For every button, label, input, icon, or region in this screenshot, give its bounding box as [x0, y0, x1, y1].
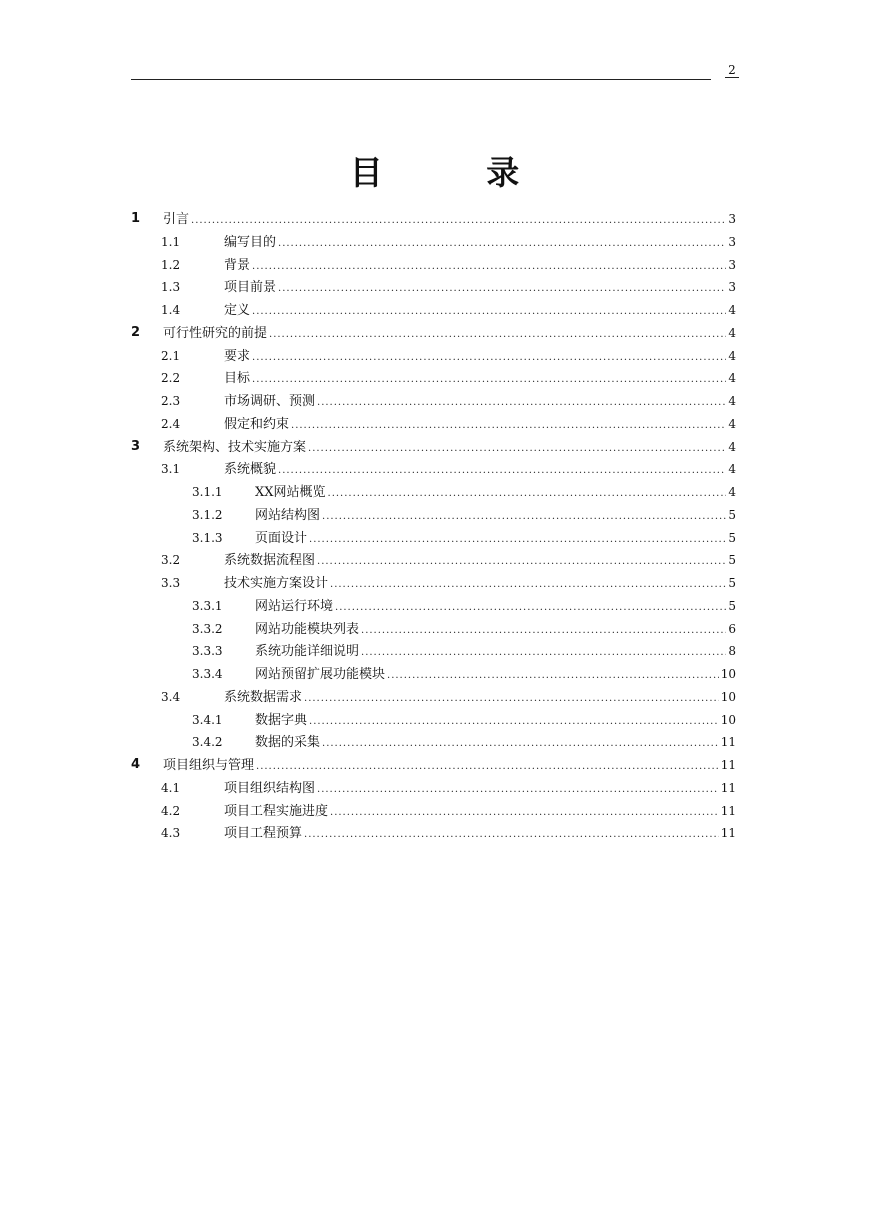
toc-entry[interactable]: [131, 208, 736, 231]
toc-entry-number: 3.1.1: [192, 485, 223, 499]
toc-dot-leader: [330, 802, 719, 824]
toc-dot-leader: [330, 574, 726, 596]
toc-dot-leader: [278, 278, 726, 300]
toc-entry-title: XX网站概览: [255, 485, 326, 500]
toc-entry[interactable]: [131, 299, 736, 322]
toc-entry-title: 技术实施方案设计: [224, 576, 329, 591]
toc-entry-row: [224, 413, 736, 437]
toc-entry[interactable]: [131, 390, 736, 413]
toc-entry-number: 4.2: [161, 803, 181, 818]
toc-dot-leader: [308, 438, 726, 460]
toc-entry-page: 4: [728, 485, 736, 499]
toc-entry[interactable]: [131, 663, 736, 686]
toc-entry-page: 11: [720, 780, 736, 795]
toc-entry-page: 11: [720, 803, 736, 818]
toc-entry-page: 4: [728, 325, 736, 340]
toc-entry-number: 1.1: [161, 234, 181, 249]
toc-entry[interactable]: [131, 777, 736, 800]
toc-entry-title: 网站结构图: [255, 507, 321, 523]
toc-entry-title: 系统数据流程图: [224, 553, 316, 569]
toc-dot-leader: [256, 756, 719, 778]
toc-entry-title: 系统架构、技术实施方案: [163, 439, 307, 455]
toc-entry-row: [224, 458, 736, 482]
toc-entry[interactable]: [131, 572, 736, 595]
toc-entry-row: [224, 299, 736, 323]
toc-entry[interactable]: [131, 640, 736, 663]
toc-dot-leader: [335, 597, 726, 619]
toc-entry[interactable]: [131, 276, 736, 299]
toc-entry[interactable]: [131, 731, 736, 754]
toc-dot-leader: [278, 233, 726, 255]
toc-entry-title: 系统概貌: [224, 462, 277, 478]
toc-entry-row: [224, 777, 736, 801]
toc-dot-leader: [317, 779, 719, 801]
toc-entry-number: 4.3: [161, 826, 181, 841]
toc-entry-title: 系统功能详细说明: [255, 644, 360, 660]
toc-entry-row: [255, 731, 736, 755]
toc-entry[interactable]: [131, 413, 736, 436]
toc-entry-title: 假定和约束: [224, 416, 290, 432]
toc-entry[interactable]: [131, 754, 736, 777]
toc-title: 目 录: [349, 153, 566, 192]
toc-entry[interactable]: [131, 618, 736, 641]
toc-entry-title: 可行性研究的前提: [163, 325, 268, 341]
toc-entry-row: [255, 504, 736, 528]
toc-entry-number: 3.3.1: [192, 598, 223, 613]
toc-entry[interactable]: [131, 527, 736, 550]
toc-entry-row: [255, 595, 736, 619]
toc-entry-row: [255, 709, 736, 733]
toc-entry-row: [224, 800, 736, 824]
toc-entry[interactable]: [131, 822, 736, 845]
toc-entry-number: 2.1: [161, 348, 181, 363]
toc-dot-leader: [361, 642, 726, 664]
toc-entry-title: 市场调研、预测: [224, 394, 316, 409]
toc-entry-title: 引言: [163, 212, 190, 227]
toc-entry-row: [224, 254, 736, 278]
toc-entry-title: 目标: [224, 371, 251, 387]
toc-entry-page: 4: [728, 371, 736, 386]
toc-entry-number: 2.4: [161, 416, 181, 431]
toc-entry-page: 4: [728, 348, 736, 363]
toc-entry[interactable]: [131, 458, 736, 481]
toc-entry-row: [224, 572, 736, 596]
toc-entry-title: 项目工程实施进度: [224, 803, 329, 819]
toc-entry[interactable]: [131, 709, 736, 732]
toc-entry-number: 3.3: [161, 576, 181, 590]
table-of-contents: [131, 208, 736, 845]
toc-entry-number: 3.2: [161, 553, 181, 568]
toc-entry-row: [224, 367, 736, 391]
toc-entry-title: 项目组织与管理: [163, 758, 255, 773]
toc-dot-leader: [252, 347, 726, 369]
toc-dot-leader: [317, 551, 726, 573]
toc-entry-number: 3.3.4: [192, 667, 223, 681]
toc-entry-page: 5: [728, 598, 736, 613]
toc-entry-row: [224, 822, 736, 846]
toc-dot-leader: [278, 460, 726, 482]
toc-entry[interactable]: [131, 345, 736, 368]
toc-entry-number: 2: [131, 324, 141, 340]
toc-entry-number: 3.1: [161, 462, 181, 477]
toc-entry-row: [163, 322, 736, 346]
toc-entry[interactable]: [131, 322, 736, 345]
toc-dot-leader: [252, 301, 726, 323]
toc-entry[interactable]: [131, 481, 736, 504]
toc-entry-title: 编写目的: [224, 234, 277, 250]
toc-entry-title: 项目工程预算: [224, 826, 303, 842]
toc-entry-row: [255, 663, 736, 687]
toc-entry-row: [255, 640, 736, 664]
toc-entry-title: 系统数据需求: [224, 689, 303, 705]
toc-entry-page: 4: [728, 303, 736, 317]
toc-entry-number: 3.1.2: [192, 507, 223, 522]
toc-dot-leader: [304, 824, 719, 846]
toc-dot-leader: [252, 369, 726, 391]
toc-entry[interactable]: [131, 231, 736, 254]
toc-entry-row: [255, 618, 736, 642]
toc-dot-leader: [387, 665, 719, 687]
toc-entry-number: 4.1: [161, 780, 181, 795]
toc-entry-row: [163, 208, 736, 232]
toc-dot-leader: [322, 506, 726, 528]
toc-dot-leader: [304, 688, 719, 710]
toc-entry-number: 1: [131, 211, 141, 226]
page-number: 2: [725, 63, 739, 78]
toc-entry-page: 3: [728, 234, 736, 249]
toc-entry-title: 定义: [224, 303, 251, 318]
toc-dot-leader: [252, 256, 726, 278]
toc-entry-page: 5: [728, 507, 736, 522]
toc-entry-title: 网站运行环境: [255, 598, 334, 614]
header-rule: [131, 79, 711, 80]
toc-entry-page: 3: [728, 212, 736, 226]
toc-entry-page: 4: [728, 439, 736, 454]
toc-entry-number: 3.4.2: [192, 735, 223, 750]
toc-entry-number: 1.2: [161, 257, 181, 272]
toc-entry-page: 4: [728, 416, 736, 431]
toc-entry-number: 3.4.1: [192, 712, 223, 727]
toc-entry[interactable]: [131, 254, 736, 277]
toc-entry-number: 3.3.2: [192, 621, 223, 636]
toc-entry-title: 项目前景: [224, 280, 277, 296]
toc-entry-title: 数据的采集: [255, 735, 321, 751]
toc-entry-page: 10: [720, 689, 736, 704]
toc-entry-page: 5: [728, 530, 736, 545]
toc-entry-title: 背景: [224, 257, 251, 273]
toc-entry[interactable]: [131, 686, 736, 709]
toc-dot-leader: [291, 415, 726, 437]
toc-dot-leader: [317, 392, 726, 414]
toc-dot-leader: [328, 483, 727, 505]
toc-entry-row: [255, 481, 736, 505]
toc-entry-row: [224, 549, 736, 573]
toc-entry-row: [224, 231, 736, 255]
toc-entry-title: 网站功能模块列表: [255, 621, 360, 637]
toc-entry-title: 要求: [224, 348, 251, 364]
toc-entry[interactable]: [131, 800, 736, 823]
toc-entry-page: 4: [728, 394, 736, 408]
toc-entry-number: 1.3: [161, 280, 181, 295]
toc-entry-page: 10: [720, 712, 736, 727]
toc-entry-title: 项目组织结构图: [224, 780, 316, 796]
toc-entry-row: [163, 436, 736, 460]
toc-entry-number: 4: [131, 757, 141, 772]
toc-entry-title: 网站预留扩展功能模块: [255, 667, 386, 682]
toc-dot-leader: [269, 324, 726, 346]
toc-entry-title: 数据字典: [255, 712, 308, 728]
toc-dot-leader: [361, 620, 726, 642]
toc-entry-row: [224, 276, 736, 300]
toc-entry-row: [224, 345, 736, 369]
toc-entry-page: 3: [728, 280, 736, 295]
toc-dot-leader: [309, 529, 726, 551]
toc-entry-row: [224, 686, 736, 710]
toc-entry-page: 8: [728, 644, 736, 659]
toc-entry-number: 2.3: [161, 394, 181, 408]
toc-entry-number: 3.4: [161, 689, 181, 704]
toc-entry-number: 3: [131, 438, 141, 454]
toc-entry-page: 11: [720, 758, 736, 772]
toc-entry[interactable]: [131, 549, 736, 572]
toc-entry-page: 11: [720, 826, 736, 841]
toc-entry-number: 1.4: [161, 303, 181, 317]
toc-entry-row: [163, 754, 736, 778]
toc-entry-row: [255, 527, 736, 551]
toc-entry[interactable]: [131, 436, 736, 459]
toc-entry[interactable]: [131, 504, 736, 527]
toc-entry-page: 3: [728, 257, 736, 272]
toc-entry-number: 3.3.3: [192, 644, 223, 659]
toc-entry-title: 页面设计: [255, 530, 308, 546]
toc-entry[interactable]: [131, 367, 736, 390]
toc-entry-number: 3.1.3: [192, 530, 223, 545]
toc-entry-page: 5: [728, 576, 736, 590]
toc-entry-page: 5: [728, 553, 736, 568]
toc-dot-leader: [322, 733, 719, 755]
toc-entry[interactable]: [131, 595, 736, 618]
toc-entry-page: 4: [728, 462, 736, 477]
toc-dot-leader: [191, 210, 726, 232]
toc-entry-page: 11: [720, 735, 736, 750]
toc-entry-page: 6: [728, 621, 736, 636]
toc-entry-row: [224, 390, 736, 414]
toc-entry-page: 10: [720, 667, 736, 681]
toc-entry-number: 2.2: [161, 371, 181, 386]
toc-dot-leader: [309, 711, 719, 733]
